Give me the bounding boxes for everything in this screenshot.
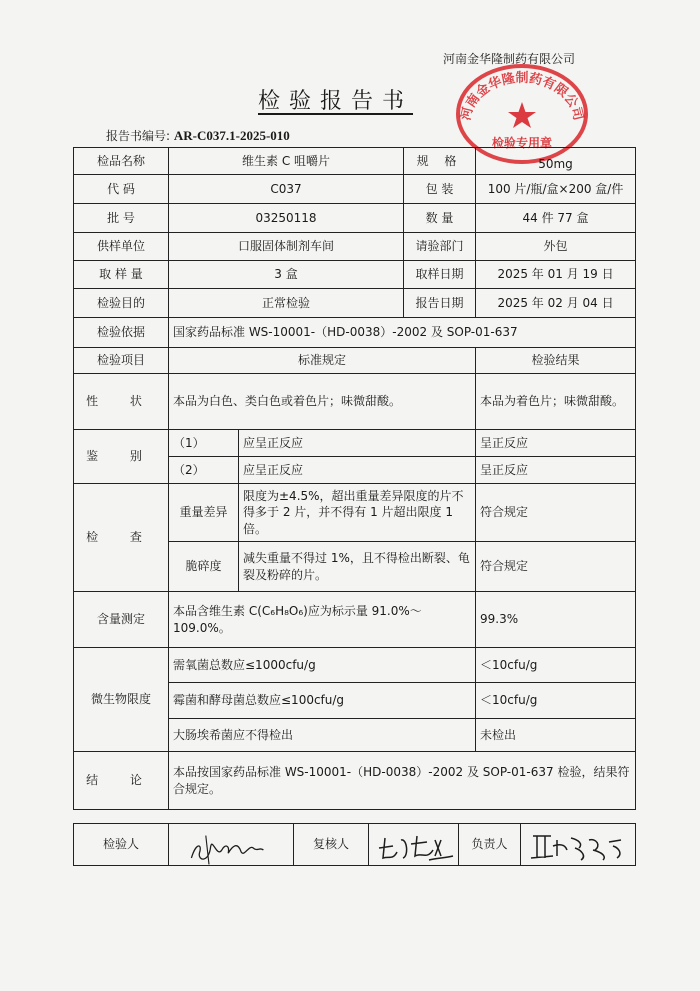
report-number-label: 报告书编号: — [106, 129, 171, 143]
company-name: 河南金华隆制药有限公司 — [443, 52, 576, 66]
product-name: 维生素 C 咀嚼片 — [169, 148, 404, 175]
appearance-label: 性 状 — [74, 374, 169, 430]
result-header: 检验结果 — [476, 348, 636, 374]
document-title: 检验报告书 — [258, 89, 414, 114]
report-date-value: 2025 年 02 月 04 日 — [476, 289, 636, 318]
microbial-limit-label: 微生物限度 — [74, 648, 169, 752]
supplier-label: 供样单位 — [74, 233, 169, 261]
quantity-value: 44 件 77 盒 — [476, 204, 636, 233]
purpose-value: 正常检验 — [169, 289, 404, 318]
weight-variation-standard: 限度为±4.5%，超出重量差异限度的片不得多于 2 片，并不得有 1 片超出限度 1 倍。 — [239, 484, 476, 542]
id1-number: （1） — [169, 430, 239, 457]
e-coli-result: 未检出 — [476, 719, 636, 752]
conclusion-label: 结 论 — [74, 752, 169, 810]
inspector-signature — [169, 824, 294, 866]
purpose-label: 检验目的 — [74, 289, 169, 318]
svg-text:河南金华隆制药有限公司: 河南金华隆制药有限公司 — [458, 71, 586, 122]
product-name-label: 检品名称 — [74, 148, 169, 175]
friability-standard: 减失重量不得过 1%，且不得检出断裂、龟裂及粉碎的片。 — [239, 542, 476, 592]
supplier-value: 口服固体制剂车间 — [169, 233, 404, 261]
standard-header: 标准规定 — [169, 348, 476, 374]
friability-label: 脆碎度 — [169, 542, 239, 592]
inspector-label: 检验人 — [74, 824, 169, 866]
spec-value: 50mg — [476, 148, 636, 175]
mold-yeast-result: ＜10cfu/g — [476, 683, 636, 719]
mold-yeast-standard: 霉菌和酵母菌总数应≤100cfu/g — [169, 683, 476, 719]
code-label: 代 码 — [74, 175, 169, 204]
id2-result: 呈正反应 — [476, 457, 636, 484]
sample-date-value: 2025 年 01 月 19 日 — [476, 261, 636, 289]
assay-standard: 本品含维生素 C(C₆H₈O₆)应为标示量 91.0%～109.0%。 — [169, 592, 476, 648]
sample-amount-label: 取 样 量 — [74, 261, 169, 289]
appearance-standard: 本品为白色、类白色或着色片；味微甜酸。 — [169, 374, 476, 430]
friability-result: 符合规定 — [476, 542, 636, 592]
id1-result: 呈正反应 — [476, 430, 636, 457]
report-number-line — [106, 127, 290, 144]
package-label: 包 装 — [404, 175, 476, 204]
signature-table — [73, 823, 636, 866]
appearance-result: 本品为着色片；味微甜酸。 — [476, 374, 636, 430]
e-coli-standard: 大肠埃希菌应不得检出 — [169, 719, 476, 752]
inspection-report-table — [73, 147, 636, 810]
basis-label: 检验依据 — [74, 318, 169, 348]
package-value: 100 片/瓶/盒×200 盒/件 — [476, 175, 636, 204]
conclusion-text: 本品按国家药品标准 WS-10001-（HD-0038）-2002 及 SOP-01-637 检验，结果符合规定。 — [169, 752, 636, 810]
aerobic-count-result: ＜10cfu/g — [476, 648, 636, 683]
identification-label: 鉴 别 — [74, 430, 169, 484]
report-number: AR-C037.1-2025-010 — [173, 128, 290, 143]
aerobic-count-standard: 需氧菌总数应≤1000cfu/g — [169, 648, 476, 683]
assay-result: 99.3% — [476, 592, 636, 648]
responsible-signature — [521, 824, 636, 866]
code-value: C037 — [169, 175, 404, 204]
reviewer-signature — [369, 824, 459, 866]
batch-label: 批 号 — [74, 204, 169, 233]
request-dept-label: 请验部门 — [404, 233, 476, 261]
weight-variation-result: 符合规定 — [476, 484, 636, 542]
responsible-label: 负责人 — [459, 824, 521, 866]
request-dept-value: 外包 — [476, 233, 636, 261]
id2-number: （2） — [169, 457, 239, 484]
basis-value: 国家药品标准 WS-10001-（HD-0038）-2002 及 SOP-01-637 — [169, 318, 636, 348]
reviewer-label: 复核人 — [294, 824, 369, 866]
id1-standard: 应呈正反应 — [239, 430, 476, 457]
batch-value: 03250118 — [169, 204, 404, 233]
report-date-label: 报告日期 — [404, 289, 476, 318]
svg-text:检验专用章: 检验专用章 — [491, 136, 553, 150]
sample-date-label: 取样日期 — [404, 261, 476, 289]
test-item-header: 检验项目 — [74, 348, 169, 374]
inspection-label: 检 查 — [74, 484, 169, 592]
id2-standard: 应呈正反应 — [239, 457, 476, 484]
weight-variation-label: 重量差异 — [169, 484, 239, 542]
spec-label: 规 格 — [404, 148, 476, 175]
assay-label: 含量测定 — [74, 592, 169, 648]
sample-amount-value: 3 盒 — [169, 261, 404, 289]
quantity-label: 数 量 — [404, 204, 476, 233]
